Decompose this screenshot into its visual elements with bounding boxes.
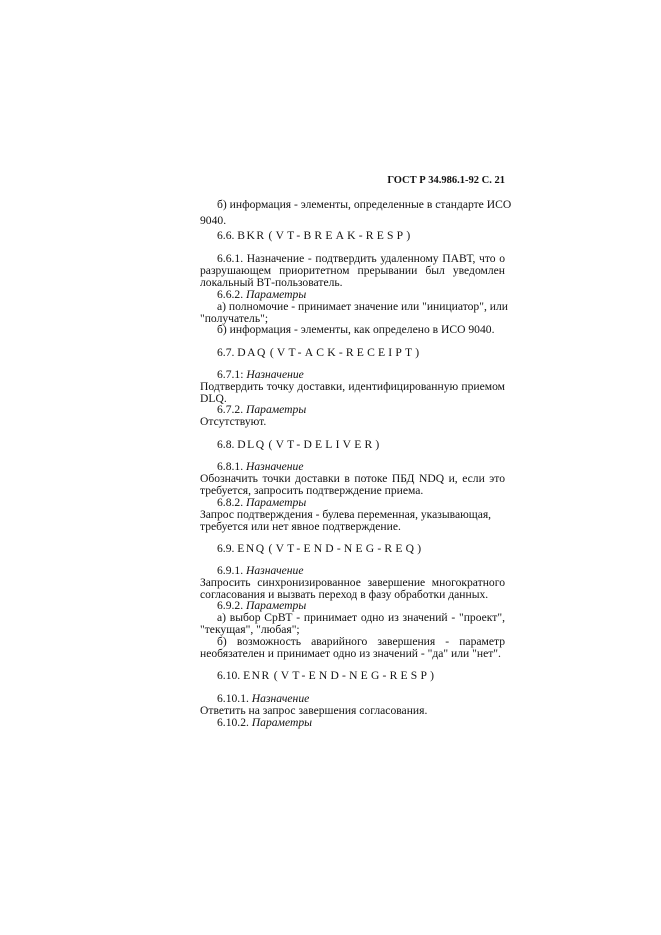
text-line: требуется, запросить подтверждение приема. [200, 484, 424, 497]
text-line: "получатель"; [200, 312, 269, 325]
subsection-number: 6.8.2. [217, 496, 244, 509]
section-heading-6-8 [217, 439, 505, 450]
text-line: разрушающем приоритетном прерывании был уведомлен [200, 264, 505, 277]
section-number: 6.6. [217, 229, 235, 242]
text-line: необязателен и принимает одно из значений - "да" или "нет". [200, 647, 501, 660]
subsection-title: Назначение [251, 692, 310, 705]
section-name: (VT-DELIVER) [268, 438, 383, 451]
section-heading-6-10 [217, 670, 505, 681]
subsection-title: Параметры [246, 496, 307, 509]
subsection-label [217, 693, 505, 704]
text-line: а) полномочие - принимает значение или "инициатор", или [217, 300, 508, 313]
section-heading-6-6 [217, 230, 505, 241]
subsection-label [217, 289, 505, 300]
text-line: 9040. [200, 214, 227, 227]
subsection-title: Назначение [246, 460, 304, 473]
subsection-title: Параметры [251, 716, 312, 729]
section-name: (VT-BREAK-RESP) [268, 229, 414, 242]
section-heading-6-9 [217, 543, 505, 554]
section-code: DLQ [237, 438, 266, 451]
section-code: ENR [243, 669, 271, 682]
subsection-label [217, 369, 505, 380]
text-line: "текущая", "любая"; [200, 623, 300, 636]
section-code: DAQ [237, 346, 267, 359]
text-line: Запрос подтверждения - булева переменная, указывающая, [200, 508, 492, 521]
section-code: ENQ [237, 542, 266, 555]
subsection-label [217, 461, 505, 472]
subsection-number: 6.10.1. [217, 692, 249, 705]
subsection-label [217, 497, 505, 508]
text-line: б) информация - элементы, определенные в стандарте ИСО [217, 198, 512, 211]
subsection-label [217, 600, 505, 611]
text-line: Подтвердить точку доставки, идентифицированную приемом [200, 380, 505, 393]
text-line: DLQ. [200, 392, 227, 405]
section-number: 6.9. [217, 542, 235, 555]
text-line: локальный ВТ-пользователь. [200, 276, 343, 289]
subsection-number: 6.6.2. [217, 288, 244, 301]
subsection-number: 6.8.1. [217, 460, 244, 473]
section-code: BKR [237, 229, 266, 242]
section-heading-6-7 [217, 347, 505, 358]
section-name: (VT-ACK-RECEIPT) [269, 346, 423, 359]
subsection-title: Параметры [246, 403, 307, 416]
text-line: б) возможность аварийного завершения - параметр [217, 635, 505, 648]
section-name: (VT-END-NEG-REQ) [268, 542, 425, 555]
text-line: требуется или нет явное подтверждение. [200, 520, 401, 533]
subsection-number: 6.7.2. [217, 403, 244, 416]
text-line: Обозначить точки доставки в потоке ПБД NDQ и, если это [200, 472, 505, 485]
text-line: а) выбор СрВТ - принимает одно из значений - "проект", [217, 611, 505, 624]
subsection-title: Параметры [246, 288, 307, 301]
text-line: 6.6.1. Назначение - подтвердить удаленному ПАВТ, что о [217, 252, 505, 265]
subsection-title: Назначение [246, 564, 304, 577]
section-number: 6.10. [217, 669, 241, 682]
text-line: согласования и вызвать переход в фазу обработки данных. [200, 588, 489, 601]
subsection-label [217, 404, 505, 415]
subsection-number: 6.9.2. [217, 599, 244, 612]
text-line: Отсутствуют. [200, 415, 267, 428]
subsection-number: 6.9.1. [217, 564, 244, 577]
text-line: Запросить синхронизированное завершение многократного [200, 576, 505, 589]
subsection-label [217, 565, 505, 576]
section-name: (VT-END-NEG-RESP) [273, 669, 438, 682]
section-number: 6.8. [217, 438, 235, 451]
subsection-label [217, 717, 505, 728]
subsection-title: Назначение [246, 368, 304, 381]
subsection-title: Параметры [246, 599, 307, 612]
page-header: ГОСТ Р 34.986.1-92 С. 21 [387, 175, 505, 186]
section-number: 6.7. [217, 346, 235, 359]
subsection-number: 6.7.1: [217, 368, 244, 381]
text-line: б) информация - элементы, как определено в ИСО 9040. [217, 323, 495, 336]
text-line: Ответить на запрос завершения согласования. [200, 704, 428, 717]
subsection-number: 6.10.2. [217, 716, 249, 729]
